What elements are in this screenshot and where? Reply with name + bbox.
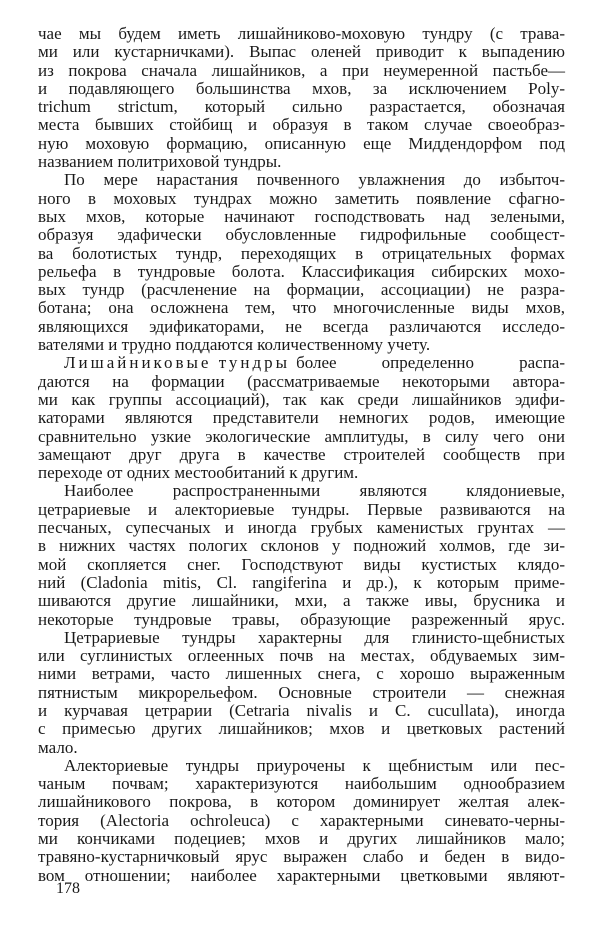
- text-line: вых тундр (расчленение на формации, ассоциации) не разра-: [38, 280, 565, 300]
- text-line: песчаных, супесчаных и иногда грубых каменистых грунтах —: [38, 518, 565, 538]
- text-line: ботана; она осложнена тем, что многочисленные виды мхов,: [38, 298, 565, 318]
- text-line: цетрариевые и алекториевые тундры. Первые развиваются на: [38, 499, 565, 519]
- text-line: лишайникового покрова, в котором доминирует желтая алек-: [38, 792, 565, 812]
- text-line: [38, 354, 565, 372]
- text-line: замещают друг друга в качестве строителей сообществ при: [38, 444, 565, 464]
- page-number: 178: [56, 880, 80, 897]
- text-line: даются на формации (рассматриваемые некоторыми автора-: [38, 371, 565, 391]
- text-line: образуя эдафически обусловленные гидрофильные сообщест-: [38, 225, 565, 245]
- text-line: травяно-кустарничковый ярус выражен слабо и беден в видо-: [38, 847, 565, 867]
- text-line: тория (Alectoria ochroleuca) с характерными синевато-черны-: [38, 810, 565, 830]
- text-line: шиваются другие лишайники, мхи, а также ивы, брусника и: [38, 591, 565, 611]
- page-body: [38, 25, 565, 885]
- text-line: рельефа в тундровые болота. Классификация сибирских мохо-: [38, 261, 565, 281]
- text-line: чае мы будем иметь лишайниково-моховую тундру (с трава-: [38, 24, 565, 43]
- spaced-heading-term: Лишайниковые тундры: [64, 353, 291, 373]
- text-line: некоторые тундровые травы, образующие разреженный ярус.: [38, 609, 565, 629]
- text-line: являющихся эдификаторами, не всегда различаются исследо-: [38, 316, 565, 336]
- text-line: в нижних частях пологих склонов у подножий холмов, где зи-: [38, 536, 565, 556]
- text-line: каторами являются представители немногих родов, имеющие: [38, 408, 565, 428]
- text-line: названием политриховой тундры.: [38, 152, 282, 172]
- text-line: Алекториевые тундры приурочены к щебнистым или пес-: [64, 755, 565, 775]
- text-line: переходе от одних местообитаний к другим.: [38, 463, 359, 483]
- text-line: и курчавая цетрарии (Cetraria nivalis и C. cucullata), иногда: [38, 700, 565, 720]
- text-line: пятнистым микрорельефом. Основные строители — снежная: [38, 682, 565, 702]
- text-line: мало.: [38, 737, 78, 757]
- text-line: вом отношении; наиболее характерными цветковыми являют-: [38, 865, 565, 885]
- text-line: ного в моховых тундрах можно заметить появление сфагно-: [38, 188, 565, 208]
- text-line: ми или кустарничками). Выпас оленей приводит к выпадению: [38, 42, 565, 62]
- text-line: ними ветрами, часто лишенных снега, с хорошо выраженным: [38, 664, 565, 684]
- paragraph-4: [38, 482, 565, 628]
- text-line: вых мхов, которые начинают господствовать над зелеными,: [38, 206, 565, 226]
- text-line: из покрова сначала лишайников, а при неумеренной пастьбе—: [38, 60, 565, 80]
- text-line-rest: более определенно распа-: [296, 353, 565, 373]
- paragraph-1: [38, 25, 565, 171]
- paragraph-6: [38, 757, 565, 885]
- text-line: ную моховую формацию, описанную еще Миддендорфом под: [38, 133, 565, 153]
- text-line: чаным почвам; характеризуются наибольшим однообразием: [38, 774, 565, 794]
- paragraph-3: [38, 354, 565, 482]
- paragraph-2: [38, 171, 565, 354]
- text-line: ми как группы ассоциаций), так как среди лишайников эдифи-: [38, 389, 565, 409]
- text-line: ва болотистых тундр, переходящих в отрицательных формах: [38, 243, 565, 263]
- text-line: места бывших стойбищ и образуя в таком случае своеобраз-: [38, 115, 565, 135]
- text-line: trichum strictum, который сильно разрастается, обозначая: [38, 97, 565, 117]
- paragraph-5: [38, 629, 565, 757]
- text-line: По мере нарастания почвенного увлажнения до избыточ-: [64, 170, 565, 190]
- text-line: Наиболее распространенными являются клядониевые,: [64, 481, 565, 501]
- text-line: вателями и трудно поддаются количественному учету.: [38, 335, 431, 355]
- text-line: Цетрариевые тундры характерны для глинисто-щебнистых: [64, 627, 565, 647]
- text-line: ми кончиками подециев; мхов и других лишайников мало;: [38, 829, 565, 849]
- text-line: или суглинистых оглеенных почв на местах, обдуваемых зим-: [38, 646, 565, 666]
- text-line: мой скопляется снег. Господствуют виды кустистых клядо-: [38, 554, 565, 574]
- text-line: с примесью других лишайников; мхов и цветковых растений: [38, 719, 565, 739]
- text-line: и подавляющего большинства мхов, за исключением Poly-: [38, 78, 565, 98]
- text-line: ний (Cladonia mitis, Cl. rangiferina и др.), к которым приме-: [38, 572, 565, 592]
- text-line: сравнительно узкие экологические амплитуды, в силу чего они: [38, 426, 565, 446]
